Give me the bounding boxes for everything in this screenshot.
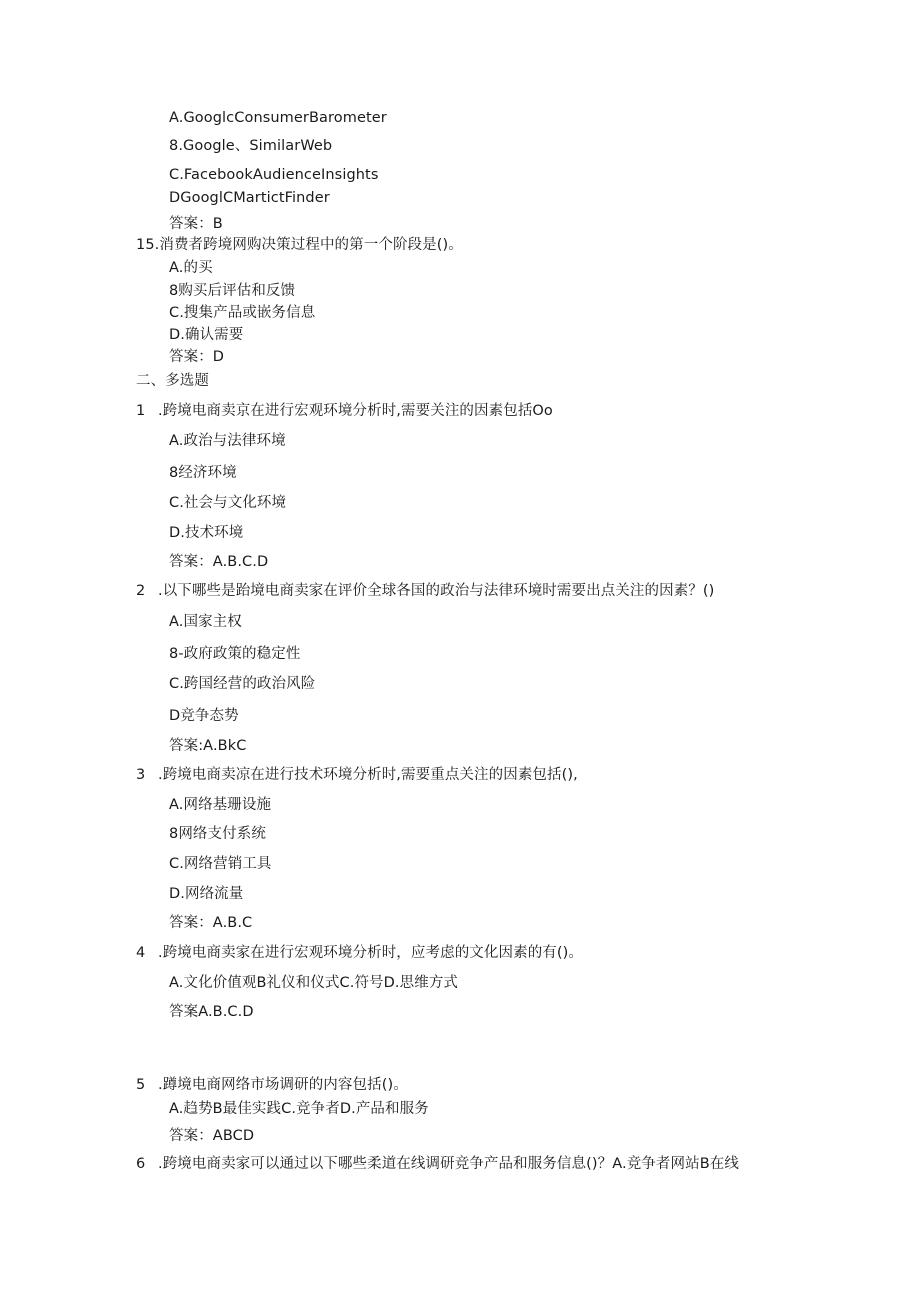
question-text: .跨境电商卖家可以通过以下哪些柔道在线调研竞争产品和服务信息()？A.竞争者网站B在线 (158, 1156, 739, 1172)
option-text: C.搜集产品或嵌务信息 (169, 305, 316, 321)
question-number: 6 (136, 1156, 146, 1172)
option-text: C.网络营销工具 (169, 856, 272, 872)
option-text: A.政治与法律环境 (169, 433, 286, 449)
option-text: DGooglCMartictFinder (169, 190, 330, 206)
question-text: .蹲境电商网络市场调研的内容包括()。 (158, 1077, 408, 1093)
question-number: 5 (136, 1077, 146, 1093)
question-text: .跨境电商卖凉在进行技术环境分析时,需要重点关注的因素包括(), (158, 767, 578, 783)
option-text: D.网络流量 (169, 886, 244, 902)
question-number: 3 (136, 767, 146, 783)
section-title: 二、多选题 (136, 373, 209, 389)
option-text: 8-政府政策的稳定性 (169, 646, 301, 662)
question-text: .跨境电商卖家在进行宏观环境分析时，应考虑的文化因素的有()。 (158, 945, 584, 961)
option-text: C.跨国经营的政治风险 (169, 676, 316, 692)
question-text: 15.消费者跨境网购决策过程中的第一个阶段是()。 (136, 237, 463, 253)
answer-text: 答案:A.BkC (169, 738, 247, 754)
option-text: C.FacebookAudienceInsights (169, 167, 379, 183)
question-number: 1 (136, 403, 146, 419)
question-number: 2 (136, 583, 146, 599)
question-text: .以下哪些是跆境电商卖家在评价全球各国的政治与法律环境时需要出点关注的因素？() (158, 583, 715, 599)
option-text: A.网络基珊设施 (169, 797, 272, 813)
option-text: A.GooglcConsumerBarometer (169, 110, 387, 126)
option-text: A.国家主权 (169, 614, 242, 630)
answer-text: 答案：B (169, 216, 223, 232)
answer-text: 答案：ABCD (169, 1128, 255, 1144)
answer-text: 答案A.B.C.D (169, 1004, 254, 1020)
question-number: 4 (136, 945, 146, 961)
option-text: D.确认需要 (169, 327, 244, 343)
answer-text: 答案：D (169, 349, 225, 365)
option-text: A.的买 (169, 260, 213, 276)
option-text: D.技术环境 (169, 525, 244, 541)
option-text: A.趋势B最佳实践C.竞争者D.产品和服务 (169, 1101, 429, 1117)
question-text: .跨境电商卖京在进行宏观环境分析时,需要关注的因素包括Oo (158, 403, 553, 419)
answer-text: 答案：A.B.C.D (169, 554, 269, 570)
option-text: 8.Google、SimilarWeb (169, 138, 333, 154)
option-text: D竞争态势 (169, 708, 239, 724)
option-text: A.文化价值观B礼仪和仪式C.符号D.思维方式 (169, 975, 459, 991)
option-text: 8经济环境 (169, 465, 237, 481)
option-text: 8购买后评估和反馈 (169, 283, 296, 299)
option-text: C.社会与文化环境 (169, 495, 287, 511)
option-text: 8网络支付系统 (169, 826, 266, 842)
answer-text: 答案：A.B.C (169, 915, 253, 931)
